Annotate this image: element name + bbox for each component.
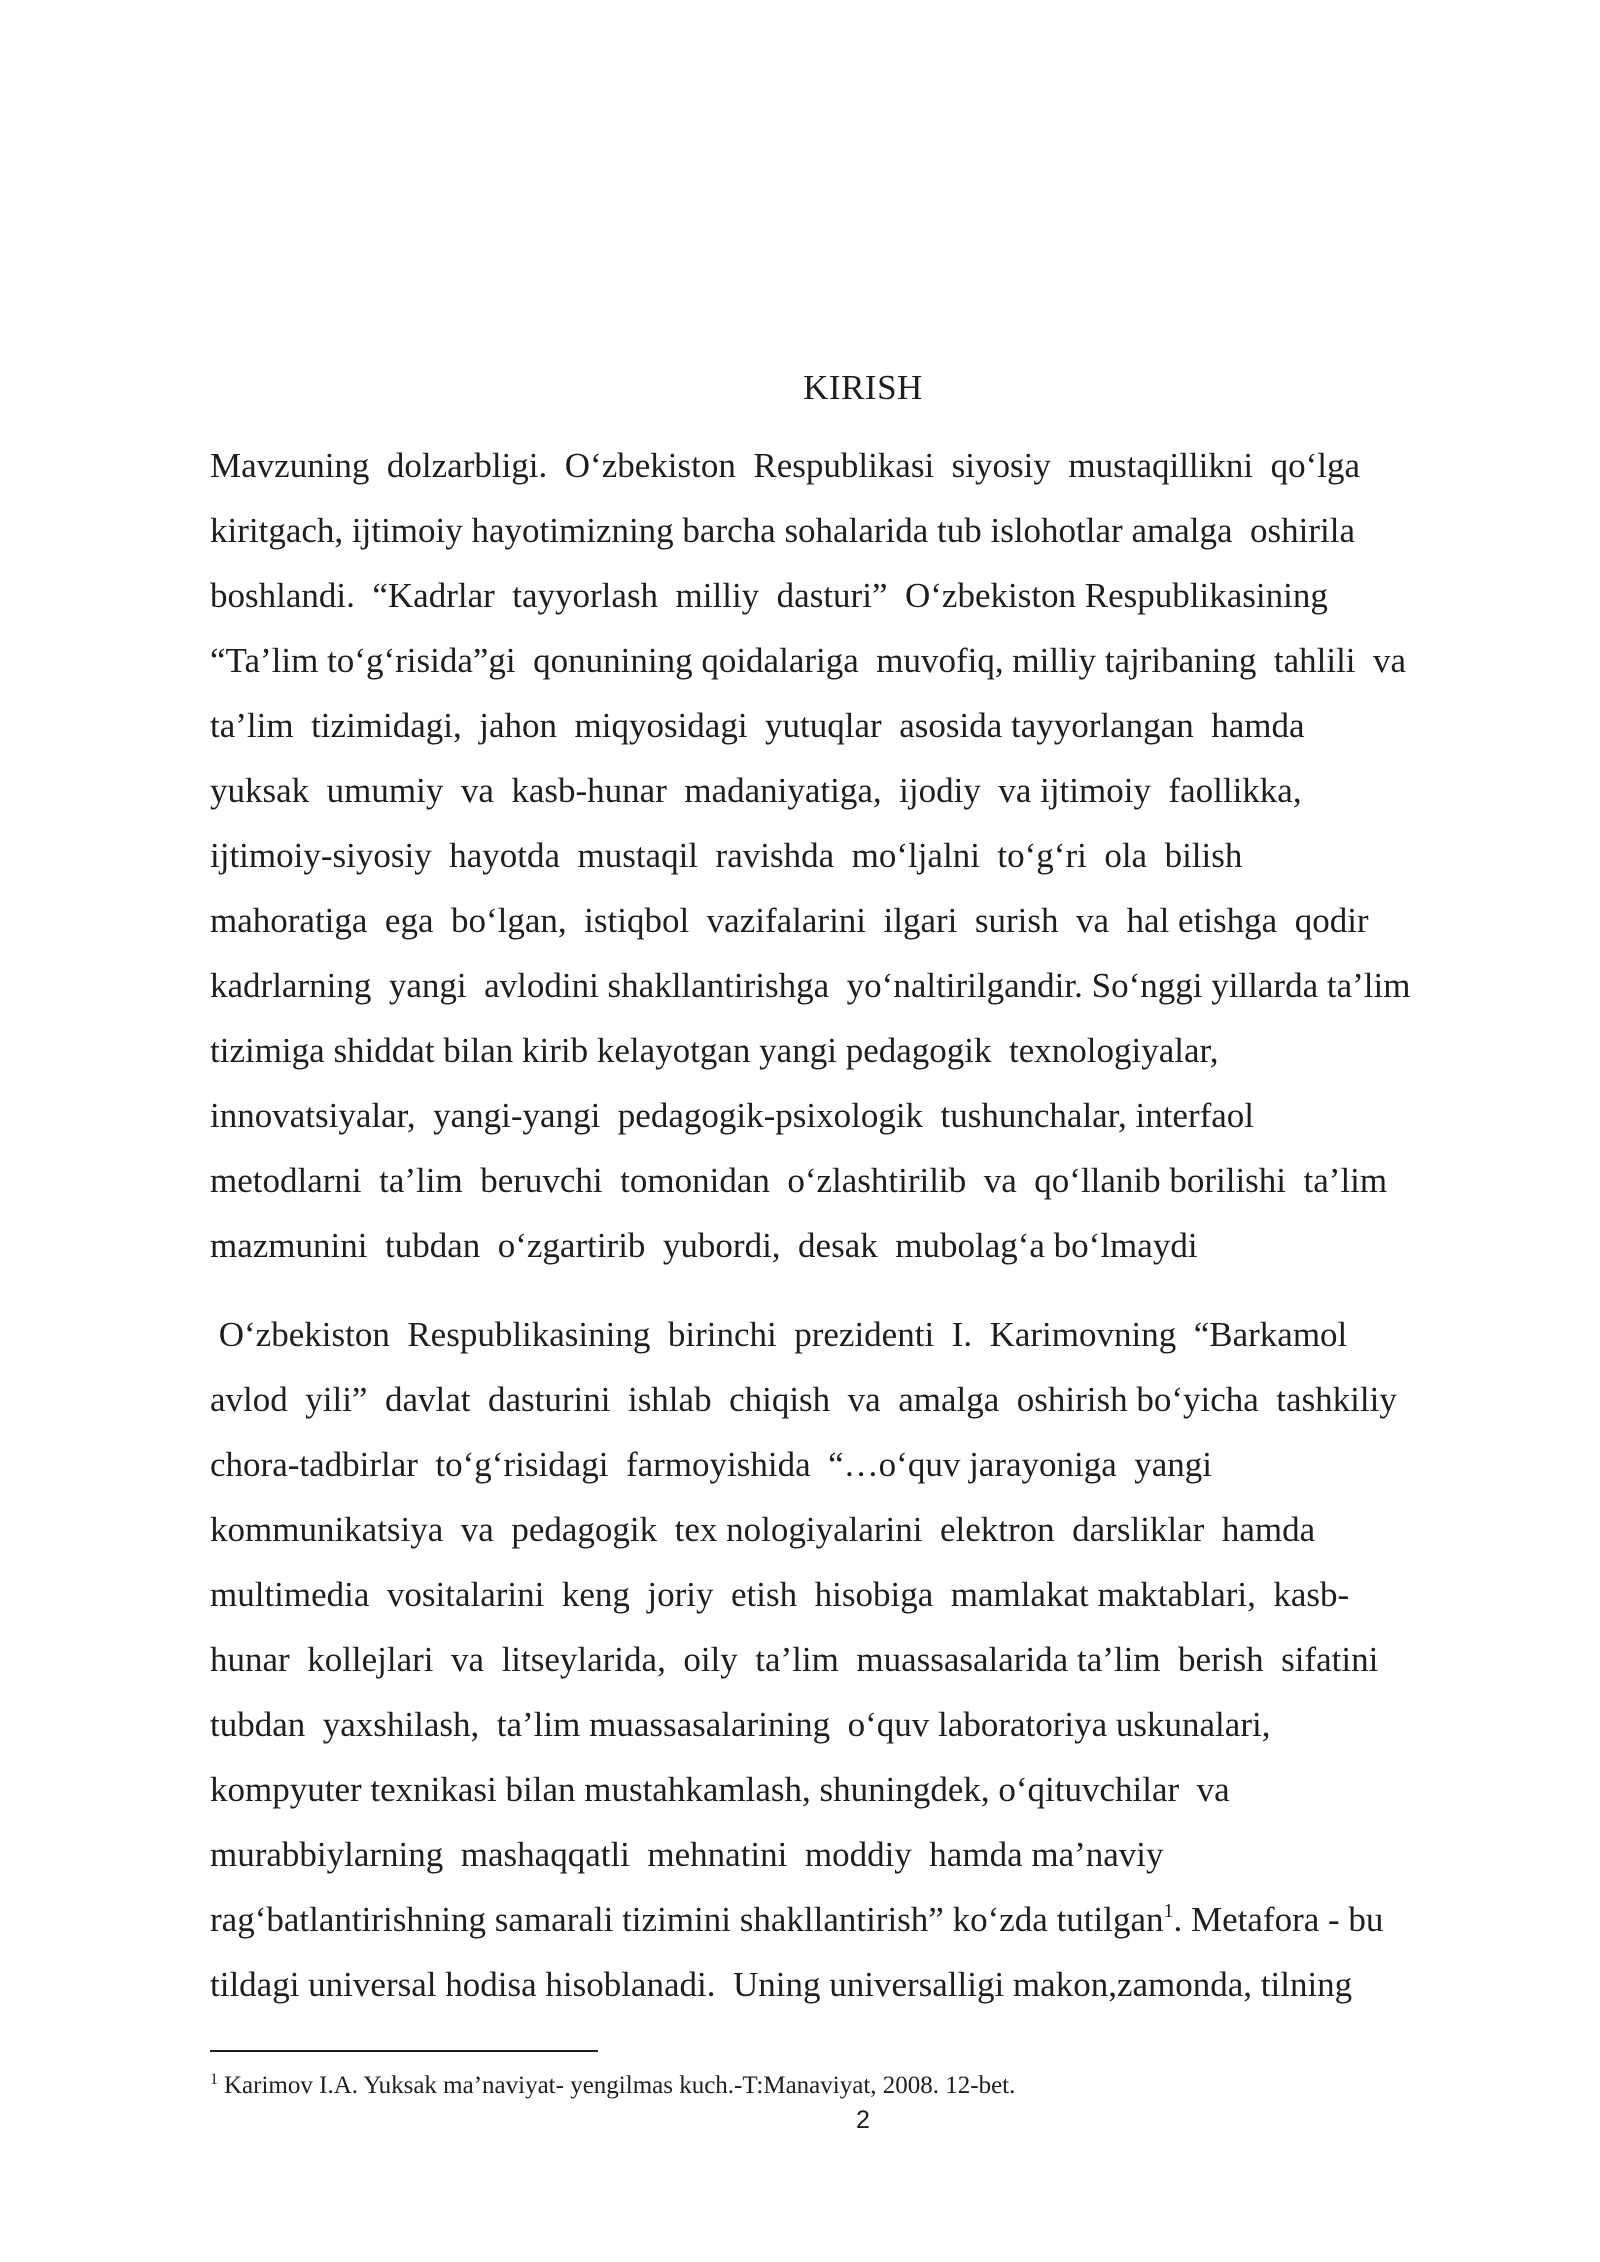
text-line: Mavzuning dolzarbligi. O‘zbekiston Respublikasi siyosiy mustaqillikni qo‘lga: [210, 446, 1361, 485]
text-line-tail: . Metafora - bu: [1173, 1900, 1384, 1939]
text-line: kommunikatsiya va pedagogik tex nologiyalarini elektron darsliklar hamda: [210, 1510, 1316, 1549]
text-line: kadrlarning yangi avlodini shakllantirishga yo‘naltirilgandir. So‘nggi yillarda ta’lim: [210, 966, 1411, 1005]
footnote-reference[interactable]: 1: [1163, 1900, 1174, 1922]
text-line: hunar kollejlari va litseylarida, oily ta’lim muassasalarida ta’lim berish sifatini: [210, 1640, 1379, 1679]
text-line: kompyuter texnikasi bilan mustahkamlash, shuningdek, o‘qituvchilar va: [210, 1770, 1230, 1809]
text-line: O‘zbekiston Respublikasining birinchi prezidenti I. Karimovning “Barkamol: [210, 1315, 1348, 1354]
text-line: chora-tadbirlar to‘g‘risidagi farmoyishida “…o‘quv jarayoniga yangi: [210, 1445, 1213, 1484]
text-line: ta’lim tizimidagi, jahon miqyosidagi yutuqlar asosida tayyorlangan hamda: [210, 706, 1305, 745]
text-line-with-footnote-ref: [210, 1887, 1397, 1952]
footnote-marker: 1: [210, 2071, 218, 2088]
text-line-start: rag‘batlantirishning samarali tizimini shakllantirish” ko‘zda tutilgan: [210, 1900, 1164, 1939]
text-line: mazmunini tubdan o‘zgartirib yubordi, desak mubolag‘a bo‘lmaydi: [210, 1226, 1198, 1265]
text-line: tizimiga shiddat bilan kirib kelayotgan yangi pedagogik texnologiyalar,: [210, 1031, 1219, 1070]
footnote-separator: [210, 2050, 598, 2052]
page-number: 2: [856, 2106, 870, 2134]
text-line: “Ta’lim to‘g‘risida”gi qonunining qoidalariga muvofiq, milliy tajribaning tahlili va: [210, 641, 1407, 680]
text-line: metodlarni ta’lim beruvchi tomonidan o‘zlashtirilib va qo‘llanib borilishi ta’lim: [210, 1161, 1388, 1200]
text-line: yuksak umumiy va kasb-hunar madaniyatiga, ijodiy va ijtimoiy faollikka,: [210, 771, 1302, 810]
paragraph-1: [210, 433, 1410, 1278]
footnote: [210, 2062, 1015, 2104]
text-line: tubdan yaxshilash, ta’lim muassasalarining o‘quv laboratoriya uskunalari,: [210, 1705, 1271, 1744]
text-line: boshlandi. “Kadrlar tayyorlash milliy dasturi” O‘zbekiston Respublikasining: [210, 576, 1328, 615]
text-line: multimedia vositalarini keng joriy etish hisobiga mamlakat maktablari, kasb-: [210, 1575, 1350, 1614]
text-line: mahoratiga ega bo‘lgan, istiqbol vazifalarini ilgari surish va hal etishga qodir: [210, 901, 1369, 940]
section-heading: KIRISH: [803, 368, 923, 407]
footnote-text: Karimov I.A. Yuksak ma’naviyat- yengilmas kuch.-T:Manaviyat, 2008. 12-bet.: [224, 2072, 1016, 2099]
text-line: avlod yili” davlat dasturini ishlab chiqish va amalga oshirish bo‘yicha tashkiliy: [210, 1380, 1397, 1419]
paragraph-2: [210, 1302, 1397, 2017]
text-line: innovatsiyalar, yangi-yangi pedagogik-psixologik tushunchalar, interfaol: [210, 1096, 1255, 1135]
text-line: kiritgach, ijtimoiy hayotimizning barcha sohalarida tub islohotlar amalga oshirila: [210, 511, 1355, 550]
text-line: murabbiylarning mashaqqatli mehnatini moddiy hamda ma’naviy: [210, 1835, 1164, 1874]
text-line: ijtimoiy-siyosiy hayotda mustaqil ravishda mo‘ljalni to‘g‘ri ola bilish: [210, 836, 1243, 875]
text-line: tildagi universal hodisa hisoblanadi. Uning universalligi makon,zamonda, tilning: [210, 1965, 1353, 2004]
